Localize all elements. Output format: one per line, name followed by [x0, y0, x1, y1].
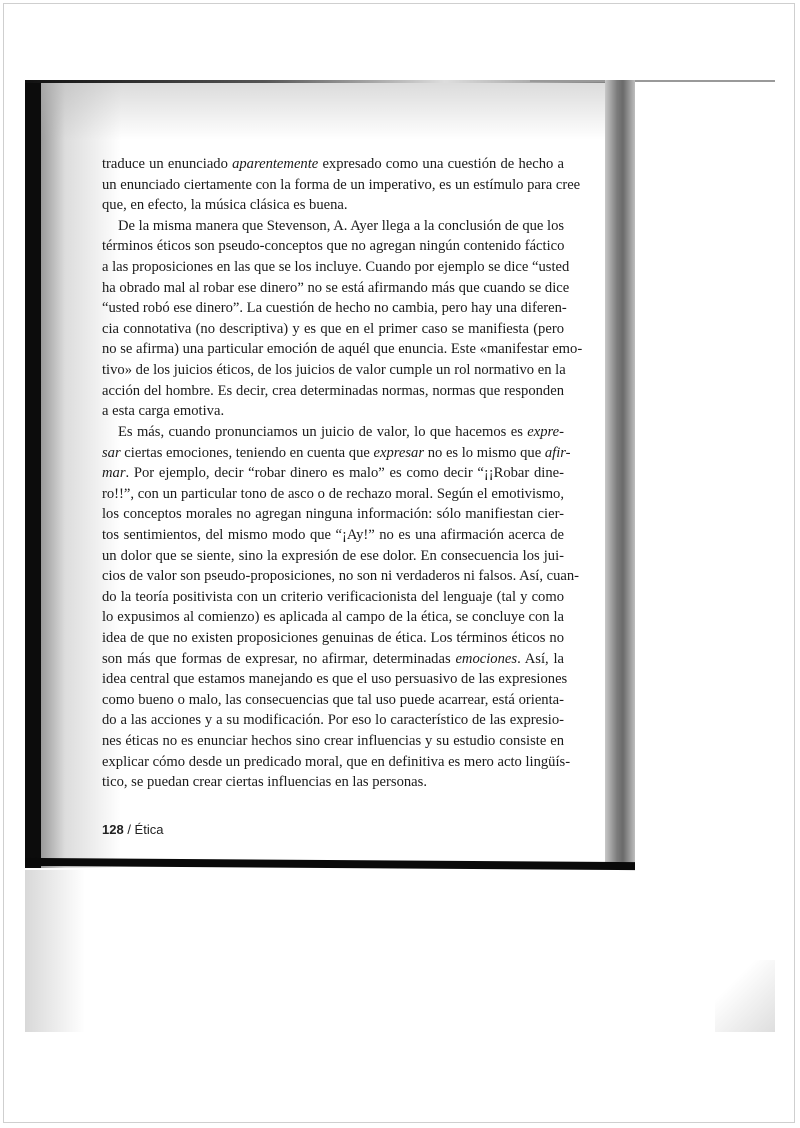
- lower-shadow: [25, 870, 85, 1032]
- text-run: do la teoría positivista con un criterio verificacionista del lenguaje (tal y como: [102, 588, 564, 605]
- italic-text: expresar: [373, 444, 425, 461]
- text-run: términos éticos son pseudo-conceptos que no agregan ningún contenido fáctico: [102, 238, 565, 255]
- text-line: [102, 690, 564, 711]
- text-line: [102, 319, 564, 340]
- text-run: no se afirma) una particular emoción de aquél que enuncia. Este «manifestar emo-: [102, 341, 583, 358]
- text-line: [102, 216, 564, 237]
- text-run: De la misma manera que Stevenson, A. Ayer llega a la conclusión de que los: [118, 217, 565, 234]
- text-run: ro!!”, con un particular tono de asco o de rechazo moral. Según el emotivismo,: [102, 485, 564, 502]
- text-line: [102, 669, 568, 690]
- text-line: [102, 236, 564, 257]
- text-run: son más que formas de expresar, no afirmar, determinadas: [102, 650, 456, 667]
- italic-text: aparentemente: [232, 156, 319, 172]
- left-scan-edge: [25, 80, 41, 868]
- text-run: no es lo mismo que: [424, 444, 545, 461]
- text-run: “usted robó ese dinero”. La cuestión de hecho no cambia, pero hay una diferen-: [102, 300, 567, 317]
- italic-text: mar: [102, 465, 126, 482]
- text-line: [102, 607, 564, 628]
- text-line: [102, 154, 564, 175]
- text-line: [102, 649, 564, 670]
- text-run: cios de valor son pseudo-proposiciones, no son ni verdaderos ni falsos. Así, cuan-: [102, 568, 580, 585]
- page-edge-shadow: [605, 80, 635, 868]
- top-shadow: [41, 80, 631, 140]
- text-line: [102, 175, 581, 196]
- book-title: Ética: [134, 822, 164, 837]
- paragraph: [102, 154, 581, 216]
- text-line: [102, 484, 564, 505]
- text-run: traduce un enunciado: [102, 156, 233, 172]
- text-run: que, en efecto, la música clásica es buena.: [102, 197, 348, 214]
- text-run: do a las acciones y a su modificación. Por eso lo característico de las expresio-: [102, 712, 564, 729]
- page-footer: [102, 822, 163, 837]
- text-run: tos sentimientos, del mismo modo que “¡Ay!” no es una afirmación acerca de: [102, 526, 564, 543]
- bottom-scan-edge: [25, 858, 635, 870]
- text-line: [102, 257, 570, 278]
- page-number: 128: [102, 822, 124, 837]
- lower-right-shadow: [715, 960, 775, 1032]
- paragraph: [102, 422, 580, 793]
- text-run: expresado como una cuestión de hecho a: [318, 156, 564, 172]
- text-line: [102, 546, 564, 567]
- text-run: los conceptos morales no agregan ninguna información: sólo manifiestan cier-: [102, 506, 564, 523]
- text-run: lo expusimos al comienzo) es aplicada al campo de la ética, se concluye con la: [102, 609, 564, 626]
- text-line: [102, 731, 564, 752]
- text-run: un dolor que se siente, sino la expresión de ese dolor. En consecuencia los jui-: [102, 547, 564, 564]
- text-line: [102, 278, 570, 299]
- text-run: ciertas emociones, teniendo en cuenta que: [120, 444, 374, 461]
- text-run: explicar cómo desde un predicado moral, que en definitiva es mero acto lingüís-: [102, 753, 571, 770]
- text-run: nes éticas no es enunciar hechos sino crear influencias y su estudio consiste en: [102, 733, 564, 750]
- text-line: [102, 752, 571, 773]
- italic-text: emociones: [455, 650, 518, 667]
- text-run: . Por ejemplo, decir “robar dinero es malo” es como decir “¡¡Robar dine-: [125, 465, 564, 482]
- text-line: [102, 360, 564, 381]
- text-run: Es más, cuando pronunciamos un juicio de valor, lo que hacemos es: [118, 423, 528, 440]
- text-line: [102, 772, 564, 793]
- text-run: a esta carga emotiva.: [102, 403, 225, 420]
- text-run: idea central que estamos manejando es que el uso persuasivo de las expresiones: [102, 671, 568, 688]
- text-run: tico, se puedan crear ciertas influencias en las personas.: [102, 774, 427, 791]
- text-line: [102, 195, 564, 216]
- footer-separator: /: [123, 822, 135, 837]
- text-line: [102, 587, 564, 608]
- text-run: tivo» de los juicios éticos, de los juicios de valor cumple un rol normativo en la: [102, 362, 566, 379]
- text-run: a las proposiciones en las que se los incluye. Cuando por ejemplo se dice “usted: [102, 259, 570, 276]
- text-line: [102, 443, 571, 464]
- text-run: ha obrado mal al robar ese dinero” no se está afirmando más que cuando se dice: [102, 279, 570, 296]
- text-line: [102, 401, 564, 422]
- text-line: [102, 422, 564, 443]
- text-run: idea de que no existen proposiciones genuinas de ética. Los términos éticos no: [102, 630, 564, 647]
- paragraph: [102, 216, 583, 422]
- text-run: un enunciado ciertamente con la forma de un imperativo, es un estímulo para cree: [102, 176, 581, 193]
- text-line: [102, 504, 564, 525]
- text-line: [102, 566, 580, 587]
- text-line: [102, 381, 564, 402]
- text-line: [102, 710, 564, 731]
- italic-text: sar: [102, 444, 121, 461]
- text-run: cia connotativa (no descriptiva) y es que en el primer caso se manifiesta (pero: [102, 320, 564, 337]
- top-scan-edge-right: [530, 80, 775, 82]
- text-run: . Así, la: [517, 650, 565, 667]
- text-line: [102, 628, 564, 649]
- text-line: [102, 298, 567, 319]
- body-text: [102, 154, 583, 793]
- text-run: acción del hombre. Es decir, crea determinadas normas, normas que responden: [102, 382, 564, 399]
- text-line: [102, 463, 564, 484]
- italic-text: afir-: [544, 444, 571, 461]
- italic-text: expre-: [527, 423, 564, 440]
- text-run: como bueno o malo, las consecuencias que tal uso puede acarrear, está orienta-: [102, 691, 564, 708]
- text-line: [102, 525, 564, 546]
- text-line: [102, 339, 583, 360]
